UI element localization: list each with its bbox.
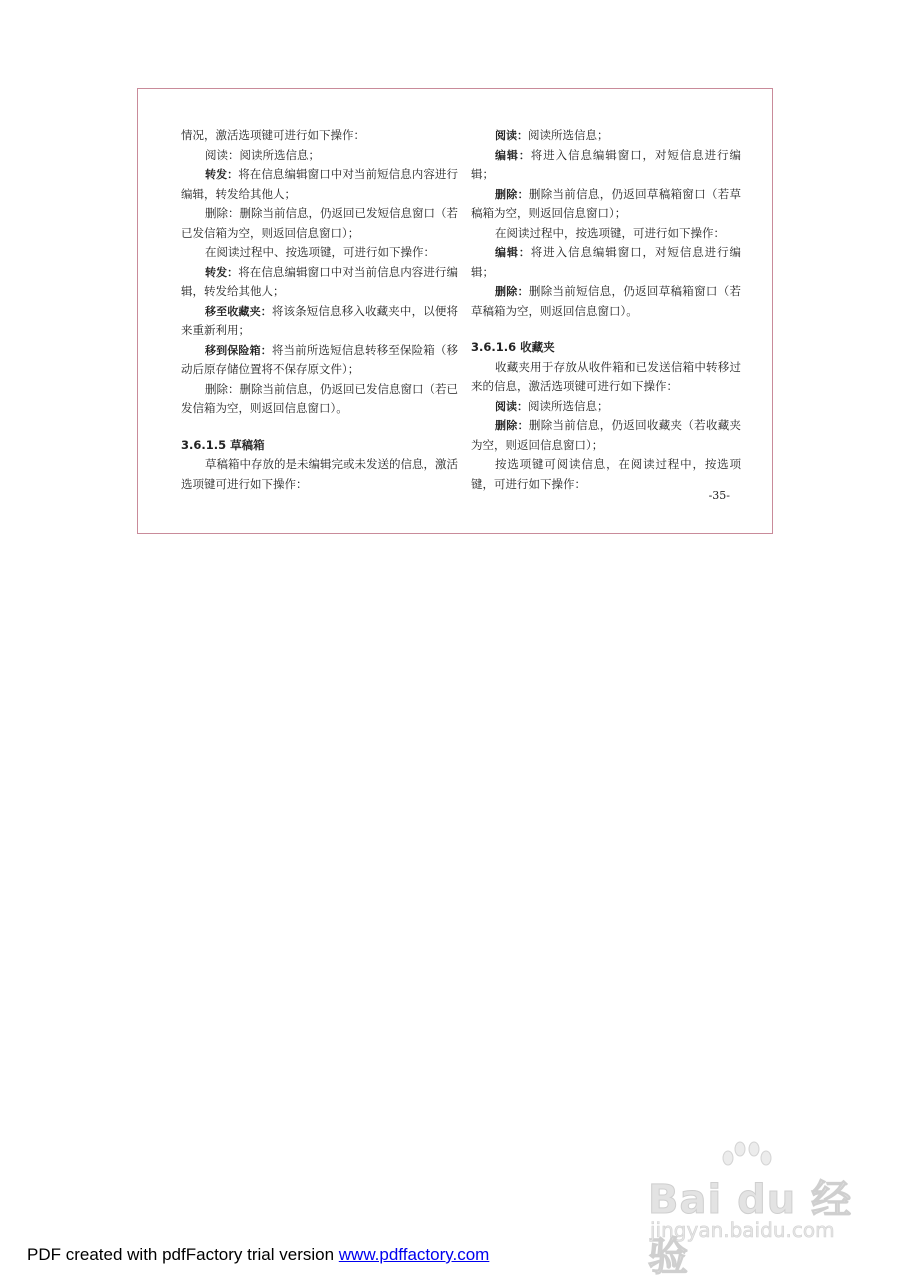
keyword: 转发：: [205, 168, 239, 181]
right-after-3: 按选项键可阅读信息，在阅读过程中，按选项键，可进行如下操作：: [471, 457, 741, 491]
line-text: 将在信息编辑窗口中对当前短信息内容进行编辑，转发给其他人；: [181, 167, 459, 201]
left-line-1: 阅读：阅读所选信息；: [205, 147, 320, 162]
keyword: 阅读：: [495, 399, 528, 413]
keyword: 编辑：: [495, 246, 531, 259]
keyword: 删除：: [495, 285, 529, 298]
left-line-2: [181, 165, 458, 204]
keyword: 阅读：: [495, 129, 528, 142]
page-number: -35-: [708, 489, 730, 502]
line-text: 将该条短信息移入收藏夹中，以便将来重新利用；: [181, 303, 459, 337]
line-text: 删除当前短信息，仍返回草稿箱窗口（若草稿箱为空，则返回信息窗口）。: [471, 284, 742, 318]
watermark-url: jingyan.baidu.com: [650, 1218, 835, 1242]
right-after-0: 收藏夹用于存放从收件箱和已发送信箱中转移过来的信息，激活选项键可进行如下操作：: [471, 359, 741, 393]
keyword: 移至收藏夹：: [205, 304, 272, 318]
line-text: 将进入信息编辑窗口，对短信息进行编辑；: [471, 245, 742, 279]
page-frame: [137, 88, 773, 534]
keyword: 转发：: [205, 265, 239, 279]
right-line-4: [471, 243, 741, 282]
keyword: 编辑：: [495, 148, 531, 162]
left-after-0: 草稿箱中存放的是未编辑完或未发送的信息，激活选项键可进行如下操作：: [181, 457, 458, 491]
keyword: 移到保险箱：: [205, 343, 272, 357]
keyword: 删除：: [495, 419, 529, 432]
pdf-footer: [27, 1245, 489, 1265]
section-heading-favorites: 3.6.1.6 收藏夹: [471, 340, 555, 354]
right-line-5: [471, 282, 741, 321]
right-after-2: [471, 416, 741, 455]
left-line-7: [181, 341, 458, 380]
left-line-8: 删除：删除当前信息，仍返回已发信息窗口（若已发信箱为空，则返回信息窗口）。: [181, 381, 458, 415]
line-text: 阅读所选信息；: [528, 398, 609, 413]
right-line-3: 在阅读过程中，按选项键，可进行如下操作：: [495, 225, 725, 240]
baidu-watermark: [640, 1140, 860, 1280]
left-line-5: [181, 263, 458, 302]
left-line-0: 情况，激活选项键可进行如下操作：: [181, 128, 365, 142]
line-text: 将在信息编辑窗口中对当前信息内容进行编辑，转发给其他人；: [181, 264, 459, 298]
right-line-2: [471, 185, 741, 224]
left-line-6: [181, 302, 458, 341]
line-text: 阅读所选信息；: [528, 128, 609, 142]
line-text: 将当前所选短信息转移至保险箱（移动后原存储位置将不保存原文件）；: [181, 342, 459, 376]
line-text: 将进入信息编辑窗口，对短信息进行编辑；: [471, 147, 742, 181]
footer-text: PDF created with pdfFactory trial version: [27, 1245, 339, 1264]
section-heading-draft: 3.6.1.5 草稿箱: [181, 437, 265, 452]
right-line-1: [471, 146, 741, 185]
line-text: 删除当前信息，仍返回收藏夹（若收藏夹为空，则返回信息窗口）；: [471, 418, 742, 452]
right-after-1: [471, 397, 741, 417]
left-column: [181, 126, 458, 494]
keyword: 删除：: [495, 187, 529, 201]
watermark-logo: Bai du 经验: [648, 1177, 853, 1280]
line-text: 删除当前信息，仍返回草稿箱窗口（若草稿箱为空，则返回信息窗口）；: [471, 186, 742, 220]
left-line-4: 在阅读过程中、按选项键，可进行如下操作：: [205, 245, 435, 259]
footer-link[interactable]: www.pdffactory.com: [338, 1245, 490, 1264]
right-column: [471, 126, 741, 494]
right-line-0: [471, 126, 741, 146]
left-line-3: 删除：删除当前信息，仍返回已发短信息窗口（若已发信箱为空，则返回信息窗口）；: [181, 206, 458, 240]
